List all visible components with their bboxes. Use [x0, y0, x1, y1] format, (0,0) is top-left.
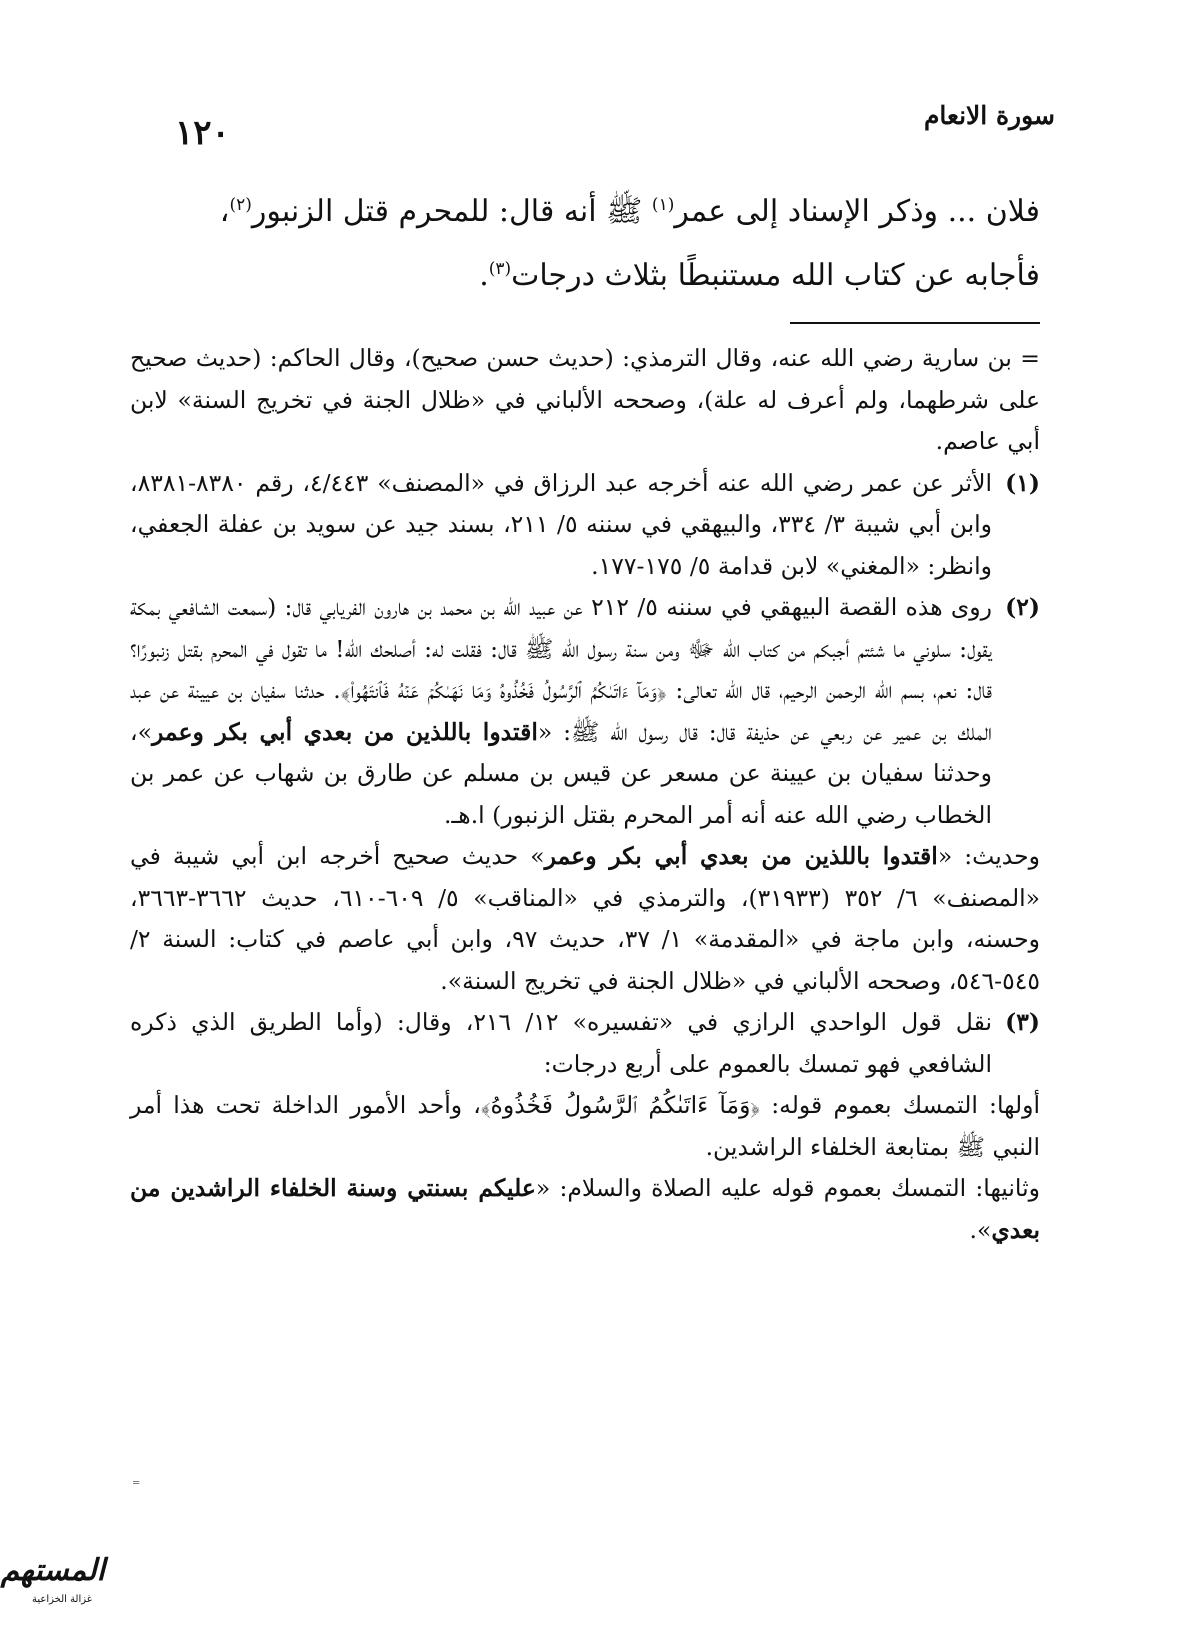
- hadith-quote: اقتدوا باللذين من بعدي أبي بكر وعمر: [544, 842, 938, 870]
- footnote-number: (٣): [1005, 1008, 1040, 1036]
- footnote-continuation-text: = بن سارية رضي الله عنه، وقال الترمذي: (حديث حسن صحيح)، وقال الحاكم: (حديث صحيح على شرطهما، ولم أعرف له علة)، وصححه الألباني في «ظلال الجنة في تخريج السنة» لابن أبي عاصم.: [130, 344, 1040, 455]
- footnote-ref-2[interactable]: (٢): [229, 195, 252, 215]
- stamp-main-text: المستهم: [0, 1553, 105, 1588]
- footnote-paragraph: [130, 1168, 1040, 1251]
- main-line-1: [150, 180, 1040, 244]
- footnote-3: [130, 1002, 1040, 1085]
- footnote-body: [130, 587, 992, 836]
- footnote-number: (٢): [1005, 593, 1040, 621]
- main-text-segment: فأجابه عن كتاب الله مستنبطًا بثلاث درجات: [511, 258, 1040, 293]
- footnote-ref-1[interactable]: (١): [651, 195, 675, 215]
- footnote-1: [130, 463, 1040, 588]
- footnote-paragraph: أولها: التمسك بعموم قوله: ﴿وَمَآ ءَاتَىٰكُمُ ٱلرَّسُولُ فَخُذُوهُ﴾، وأحد الأمور الداخلة تحت هذا أمر النبي ﷺ بمتابعة الخلفاء الراشدين.: [130, 1091, 1040, 1161]
- footnote-3-continuation: [130, 1085, 1040, 1251]
- stamp-sub-text: غزالة الخزاعية: [31, 1594, 93, 1605]
- footnote-text: نقل قول الواحدي الرازي في «تفسيره» ١٢/ ٢١٦، وقال: (وأما الطريق الذي ذكره الشافعي فهو تمسك بالعموم على أربع درجات:: [130, 1008, 992, 1078]
- main-line-2: [150, 244, 1040, 308]
- footnote-paragraph: [130, 836, 1040, 1002]
- main-text-segment: .: [479, 258, 489, 293]
- footnote-2: [130, 587, 1040, 836]
- footnote-text: وحديث: «: [937, 842, 1040, 870]
- page-header: [175, 95, 1055, 155]
- footnote-number: (١): [1005, 468, 1040, 497]
- footnote-body: [130, 463, 992, 588]
- footnote-body: [130, 1002, 992, 1085]
- main-text-segment: ﷺ أنه قال: للمحرم قتل الزنبور: [251, 194, 652, 229]
- footnote-ref-3[interactable]: (٣): [488, 259, 512, 279]
- hadith-quote: عليكم بسنتي وسنة الخلفاء الراشدين من بعدي: [130, 1174, 1040, 1244]
- footnote-text: ».: [969, 1215, 992, 1244]
- main-text-segment: ،: [219, 194, 230, 229]
- main-text-segment: فلان ... وذكر الإسناد إلى عمر: [674, 194, 1040, 229]
- publisher-stamp-logo: [0, 1548, 106, 1624]
- footnote-text: »، وحدثنا سفيان بن عيينة عن مسعر عن قيس بن مسلم عن طارق بن شهاب عن عمر بن الخطاب رضي الله عنه أنه أمر المحرم بقتل الزنبور) ا.هـ.: [130, 717, 992, 829]
- surah-title: سورة الانعام: [923, 101, 1055, 130]
- hadith-quote: اقتدوا باللذين من بعدي أبي بكر وعمر: [151, 717, 538, 746]
- footnote-text: » حديث صحيح أخرجه ابن أبي شيبة في «المصنف» ٦/ ٣٥٢ (٣١٩٣٣)، والترمذي في «المناقب» ٥/ ٦٠٩-٦١٠، حديث ٣٦٦٢-٣٦٦٣، وحسنه، وابن ماجة في «المقدمة» ١/ ٣٧، حديث ٩٧، وابن أبي عاصم في كتاب: السنة ٢/ ٥٤٥-٥٤٦، وصححه الألباني في «ظلال الجنة في تخريج السنة».: [130, 842, 1041, 995]
- footnote-paragraph: [130, 587, 992, 836]
- footnote-text: وثانيها: التمسك بعموم قوله عليه الصلاة والسلام: «: [535, 1174, 1040, 1202]
- footnotes-section: [130, 338, 1040, 1251]
- footnote-divider: [790, 322, 1040, 324]
- main-text: [150, 180, 1040, 308]
- page-number: ١٢٠: [175, 113, 230, 153]
- margin-mark: =: [132, 1478, 141, 1489]
- footnote-continuation: [130, 338, 1040, 463]
- footnote-2-continuation: [130, 836, 1040, 1002]
- footnote-text: روى هذه القصة البيهقي في سننه ٥/ ٢١٢ عن عبيد الله بن محمد بن هارون الفريابي قال: (سمعت الشافعي بمكة يقول: سلوني ما شئتم أجبكم من كتاب الله ﷻ ومن سنة رسول الله ﷺ قال: فقلت له: أصلحك الله! ما تقول في المحرم بقتل زنبورًا؟ قال: نعم، بسم الله الرحمن الرحيم، قال الله تعالى: ﴿وَمَآ ءَاتَىٰكُمُ ٱلرَّسُولُ فَخُذُوهُ وَمَا نَهَىٰكُمۡ عَنۡهُ فَٱنتَهُواْ﴾. حدثنا سفيان بن عيينة عن عبد الملك بن عمير عن ربعي عن حذيفة قال: قال رسول الله ﷺ: «: [130, 593, 992, 746]
- footnote-text: الأثر عن عمر رضي الله عنه أخرجه عبد الرزاق في «المصنف» ٤/٤٤٣، رقم ٨٣٨٠-٨٣٨١، وابن أبي شيبة ٣/ ٣٣٤، والبيهقي في سننه ٥/ ٢١١، بسند جيد عن سويد بن عفلة الجعفي، وانظر: «المغني» لابن قدامة ٥/ ١٧٥-١٧٧.: [130, 468, 993, 580]
